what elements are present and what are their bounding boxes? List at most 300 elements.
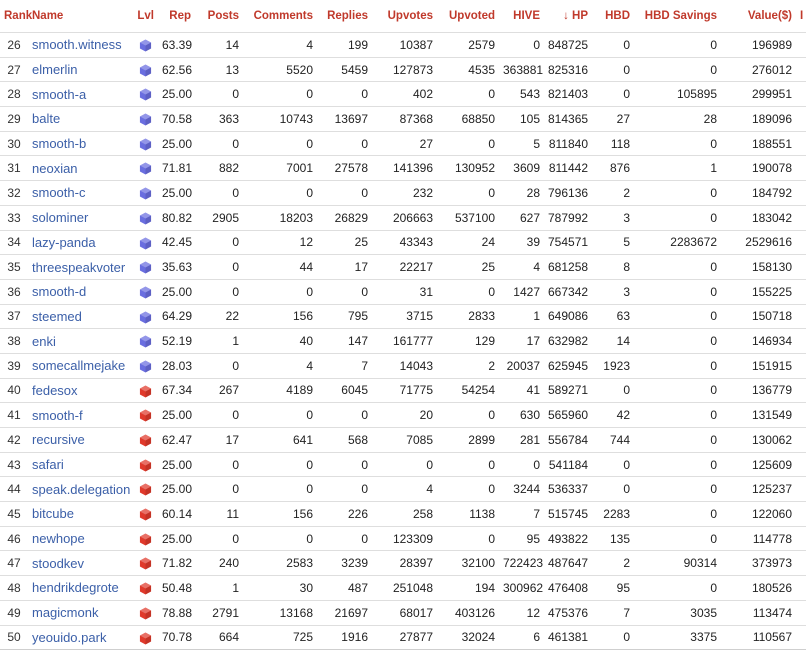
header-hive[interactable]: HIVE <box>513 10 540 22</box>
cell-truncated <box>796 329 806 354</box>
cell-comments: 30 <box>243 576 317 601</box>
cell-rank: 28 <box>0 82 28 107</box>
cell-hbd-savings: 0 <box>634 304 721 329</box>
cell-upvoted: 32100 <box>437 551 499 576</box>
cell-value: 151915 <box>721 353 796 378</box>
level-cell <box>132 353 158 378</box>
level-cell <box>132 255 158 280</box>
cell-hp: 632982 <box>544 329 592 354</box>
account-name-link[interactable]: smooth-b <box>28 131 132 156</box>
cell-rep: 62.47 <box>158 428 195 453</box>
cell-replies: 27578 <box>317 156 372 181</box>
table-row <box>0 428 806 453</box>
cell-hp: 589271 <box>544 378 592 403</box>
cell-hp: 515745 <box>544 502 592 527</box>
red-level-badge-icon <box>139 385 152 398</box>
cell-upvoted: 68850 <box>437 107 499 132</box>
cell-hbd-savings: 3035 <box>634 600 721 625</box>
cell-upvoted: 2579 <box>437 33 499 58</box>
cell-comments: 0 <box>243 131 317 156</box>
cell-upvotes: 68017 <box>372 600 437 625</box>
cell-comments: 44 <box>243 255 317 280</box>
cell-replies: 0 <box>317 181 372 206</box>
red-level-badge-icon <box>139 459 152 472</box>
red-level-badge-icon <box>139 409 152 422</box>
cell-upvoted: 1138 <box>437 502 499 527</box>
header-posts[interactable]: Posts <box>207 10 239 22</box>
table-row <box>0 304 806 329</box>
blue-level-badge-icon <box>139 261 152 274</box>
level-cell <box>132 181 158 206</box>
cell-hive: 1427 <box>499 279 544 304</box>
cell-hbd-savings: 0 <box>634 576 721 601</box>
table-row <box>0 378 806 403</box>
table-row <box>0 279 806 304</box>
cell-value: 114778 <box>721 526 796 551</box>
cell-value: 190078 <box>721 156 796 181</box>
cell-hp: 541184 <box>544 452 592 477</box>
cell-rep: 62.56 <box>158 57 195 82</box>
cell-hive: 630 <box>499 403 544 428</box>
cell-value: 130062 <box>721 428 796 453</box>
cell-hbd-savings: 0 <box>634 33 721 58</box>
cell-hp: 536337 <box>544 477 592 502</box>
cell-upvoted: 0 <box>437 403 499 428</box>
cell-posts: 0 <box>195 477 243 502</box>
cell-replies: 0 <box>317 279 372 304</box>
cell-upvotes: 402 <box>372 82 437 107</box>
cell-rep: 25.00 <box>158 82 195 107</box>
cell-rep: 25.00 <box>158 279 195 304</box>
account-name-link[interactable]: smooth.witness <box>28 33 132 58</box>
account-name-link[interactable]: bitcube <box>28 502 132 527</box>
cell-replies: 147 <box>317 329 372 354</box>
account-name-link[interactable]: stoodkev <box>28 551 132 576</box>
cell-value: 136779 <box>721 378 796 403</box>
account-name-link[interactable]: smooth-c <box>28 181 132 206</box>
cell-rep: 25.00 <box>158 181 195 206</box>
account-name-link[interactable]: smooth-d <box>28 279 132 304</box>
table-row <box>0 403 806 428</box>
cell-rep: 60.14 <box>158 502 195 527</box>
table-row <box>0 502 806 527</box>
cell-truncated <box>796 205 806 230</box>
table-row <box>0 329 806 354</box>
account-name-link[interactable]: solominer <box>28 205 132 230</box>
account-name-link[interactable]: lazy-panda <box>28 230 132 255</box>
level-cell <box>132 329 158 354</box>
header-value[interactable]: Value($) <box>747 10 792 22</box>
cell-posts: 0 <box>195 230 243 255</box>
cell-posts: 0 <box>195 279 243 304</box>
cell-rank: 47 <box>0 551 28 576</box>
cell-value: 131549 <box>721 403 796 428</box>
cell-rep: 70.58 <box>158 107 195 132</box>
table-row <box>0 230 806 255</box>
cell-truncated <box>796 156 806 181</box>
cell-truncated <box>796 502 806 527</box>
cell-upvoted: 0 <box>437 279 499 304</box>
cell-upvoted: 537100 <box>437 205 499 230</box>
account-name-link[interactable]: speak.delegation <box>28 477 132 502</box>
cell-hp: 565960 <box>544 403 592 428</box>
cell-comments: 12 <box>243 230 317 255</box>
cell-hbd: 27 <box>592 107 634 132</box>
cell-hbd: 3 <box>592 279 634 304</box>
cell-comments: 156 <box>243 304 317 329</box>
cell-upvotes: 141396 <box>372 156 437 181</box>
cell-upvotes: 232 <box>372 181 437 206</box>
cell-hbd-savings: 0 <box>634 57 721 82</box>
cell-hive: 39 <box>499 230 544 255</box>
blue-level-badge-icon <box>139 286 152 299</box>
cell-posts: 664 <box>195 625 243 650</box>
cell-upvoted: 403126 <box>437 600 499 625</box>
account-name-link[interactable]: enki <box>28 329 132 354</box>
cell-posts: 1 <box>195 576 243 601</box>
cell-rank: 49 <box>0 600 28 625</box>
table-row <box>0 82 806 107</box>
account-name-link[interactable]: recursive <box>28 428 132 453</box>
table-row <box>0 477 806 502</box>
blue-level-badge-icon <box>139 162 152 175</box>
cell-upvotes: 27877 <box>372 625 437 650</box>
table-row <box>0 131 806 156</box>
cell-truncated <box>796 428 806 453</box>
cell-posts: 0 <box>195 526 243 551</box>
cell-rep: 71.82 <box>158 551 195 576</box>
cell-upvoted: 2899 <box>437 428 499 453</box>
level-cell <box>132 156 158 181</box>
cell-rank: 30 <box>0 131 28 156</box>
cell-rank: 42 <box>0 428 28 453</box>
cell-truncated <box>796 477 806 502</box>
cell-rank: 46 <box>0 526 28 551</box>
cell-hive: 300962 <box>499 576 544 601</box>
cell-rep: 28.03 <box>158 353 195 378</box>
cell-upvotes: 251048 <box>372 576 437 601</box>
cell-rank: 40 <box>0 378 28 403</box>
cell-truncated <box>796 255 806 280</box>
level-cell <box>132 502 158 527</box>
cell-value: 122060 <box>721 502 796 527</box>
account-name-link[interactable]: magicmonk <box>28 600 132 625</box>
cell-hp: 493822 <box>544 526 592 551</box>
cell-upvoted: 2 <box>437 353 499 378</box>
cell-value: 158130 <box>721 255 796 280</box>
cell-posts: 22 <box>195 304 243 329</box>
header-rank[interactable]: Rank <box>4 10 33 22</box>
cell-value: 150718 <box>721 304 796 329</box>
cell-rep: 52.19 <box>158 329 195 354</box>
cell-posts: 363 <box>195 107 243 132</box>
cell-upvotes: 87368 <box>372 107 437 132</box>
cell-rank: 50 <box>0 625 28 650</box>
level-cell <box>132 304 158 329</box>
cell-hive: 6 <box>499 625 544 650</box>
cell-hbd-savings: 0 <box>634 181 721 206</box>
cell-rank: 38 <box>0 329 28 354</box>
account-name-link[interactable]: threespeakvoter <box>28 255 132 280</box>
cell-hbd: 0 <box>592 378 634 403</box>
cell-hive: 1 <box>499 304 544 329</box>
cell-comments: 641 <box>243 428 317 453</box>
header-name[interactable]: Name <box>32 10 64 22</box>
cell-hbd-savings: 0 <box>634 378 721 403</box>
red-level-badge-icon <box>139 483 152 496</box>
red-level-badge-icon <box>139 508 152 521</box>
cell-hbd: 0 <box>592 82 634 107</box>
account-name-link[interactable]: safari <box>28 452 132 477</box>
cell-hbd-savings: 0 <box>634 526 721 551</box>
cell-rank: 34 <box>0 230 28 255</box>
cell-hp: 754571 <box>544 230 592 255</box>
cell-truncated <box>796 551 806 576</box>
cell-comments: 0 <box>243 452 317 477</box>
cell-hp: 461381 <box>544 625 592 650</box>
account-name-link[interactable]: somecallmejake <box>28 353 132 378</box>
blue-level-badge-icon <box>139 88 152 101</box>
cell-hbd-savings: 3375 <box>634 625 721 650</box>
cell-truncated <box>796 57 806 82</box>
cell-comments: 0 <box>243 477 317 502</box>
cell-hbd: 42 <box>592 403 634 428</box>
level-cell <box>132 57 158 82</box>
cell-hbd: 118 <box>592 131 634 156</box>
cell-value: 183042 <box>721 205 796 230</box>
cell-value: 196989 <box>721 33 796 58</box>
header-hbd-savings[interactable]: HBD Savings <box>644 10 717 22</box>
cell-hp: 476408 <box>544 576 592 601</box>
level-cell <box>132 378 158 403</box>
cell-rep: 64.29 <box>158 304 195 329</box>
cell-hive: 5 <box>499 131 544 156</box>
account-name-link[interactable]: smooth-f <box>28 403 132 428</box>
cell-upvoted: 54254 <box>437 378 499 403</box>
table-row <box>0 600 806 625</box>
cell-upvoted: 4535 <box>437 57 499 82</box>
header-replies[interactable]: Replies <box>327 10 368 22</box>
cell-upvoted: 0 <box>437 181 499 206</box>
blue-level-badge-icon <box>139 335 152 348</box>
cell-posts: 0 <box>195 353 243 378</box>
header-rep[interactable]: Rep <box>169 10 191 22</box>
account-name-link[interactable]: smooth-a <box>28 82 132 107</box>
cell-comments: 0 <box>243 82 317 107</box>
cell-upvoted: 0 <box>437 82 499 107</box>
cell-rank: 32 <box>0 181 28 206</box>
cell-upvotes: 258 <box>372 502 437 527</box>
cell-rank: 48 <box>0 576 28 601</box>
cell-replies: 13697 <box>317 107 372 132</box>
cell-rank: 39 <box>0 353 28 378</box>
blue-level-badge-icon <box>139 113 152 126</box>
table-row <box>0 57 806 82</box>
cell-comments: 0 <box>243 403 317 428</box>
cell-hive: 17 <box>499 329 544 354</box>
cell-posts: 0 <box>195 181 243 206</box>
header-truncated[interactable]: I <box>800 10 804 22</box>
cell-truncated <box>796 33 806 58</box>
cell-hp: 796136 <box>544 181 592 206</box>
cell-hp: 556784 <box>544 428 592 453</box>
blue-level-badge-icon <box>139 64 152 77</box>
cell-replies: 0 <box>317 403 372 428</box>
level-cell <box>132 452 158 477</box>
cell-value: 125609 <box>721 452 796 477</box>
cell-posts: 0 <box>195 255 243 280</box>
cell-rep: 42.45 <box>158 230 195 255</box>
table-row <box>0 181 806 206</box>
cell-hp: 811840 <box>544 131 592 156</box>
cell-posts: 11 <box>195 502 243 527</box>
cell-hbd-savings: 105895 <box>634 82 721 107</box>
cell-hive: 0 <box>499 452 544 477</box>
cell-hive: 105 <box>499 107 544 132</box>
account-name-link[interactable]: neoxian <box>28 156 132 181</box>
cell-hive: 41 <box>499 378 544 403</box>
cell-comments: 13168 <box>243 600 317 625</box>
cell-hive: 12 <box>499 600 544 625</box>
account-name-link[interactable]: steemed <box>28 304 132 329</box>
cell-upvoted: 24 <box>437 230 499 255</box>
cell-posts: 882 <box>195 156 243 181</box>
cell-hbd-savings: 90314 <box>634 551 721 576</box>
cell-posts: 17 <box>195 428 243 453</box>
cell-posts: 0 <box>195 131 243 156</box>
red-level-badge-icon <box>139 557 152 570</box>
cell-rep: 35.63 <box>158 255 195 280</box>
cell-rank: 45 <box>0 502 28 527</box>
account-name-link[interactable]: yeouido.park <box>28 625 132 650</box>
header-hbd[interactable]: HBD <box>605 10 630 22</box>
cell-comments: 0 <box>243 279 317 304</box>
cell-truncated <box>796 378 806 403</box>
cell-truncated <box>796 82 806 107</box>
account-name-link[interactable]: elmerlin <box>28 57 132 82</box>
cell-hive: 28 <box>499 181 544 206</box>
cell-hp: 487647 <box>544 551 592 576</box>
cell-rank: 33 <box>0 205 28 230</box>
account-name-link[interactable]: fedesox <box>28 378 132 403</box>
cell-value: 180526 <box>721 576 796 601</box>
cell-upvoted: 129 <box>437 329 499 354</box>
cell-truncated <box>796 230 806 255</box>
cell-replies: 21697 <box>317 600 372 625</box>
header-level[interactable]: Lvl <box>137 10 154 22</box>
account-name-link[interactable]: hendrikdegrote <box>28 576 132 601</box>
cell-hbd-savings: 0 <box>634 255 721 280</box>
cell-replies: 0 <box>317 477 372 502</box>
header-upvotes[interactable]: Upvotes <box>387 10 433 22</box>
cell-hive: 95 <box>499 526 544 551</box>
header-comments[interactable]: Comments <box>253 10 313 22</box>
cell-hive: 0 <box>499 33 544 58</box>
cell-upvotes: 161777 <box>372 329 437 354</box>
cell-rank: 27 <box>0 57 28 82</box>
cell-comments: 156 <box>243 502 317 527</box>
cell-hive: 3244 <box>499 477 544 502</box>
account-name-link[interactable]: balte <box>28 107 132 132</box>
account-name-link[interactable]: newhope <box>28 526 132 551</box>
cell-upvotes: 71775 <box>372 378 437 403</box>
cell-hive: 722423 <box>499 551 544 576</box>
red-level-badge-icon <box>139 607 152 620</box>
cell-replies: 487 <box>317 576 372 601</box>
level-cell <box>132 625 158 650</box>
cell-replies: 0 <box>317 526 372 551</box>
cell-truncated <box>796 403 806 428</box>
cell-upvotes: 28397 <box>372 551 437 576</box>
cell-upvoted: 2833 <box>437 304 499 329</box>
cell-rep: 67.34 <box>158 378 195 403</box>
cell-truncated <box>796 304 806 329</box>
cell-upvoted: 32024 <box>437 625 499 650</box>
level-cell <box>132 33 158 58</box>
level-cell <box>132 600 158 625</box>
blue-level-badge-icon <box>139 237 152 250</box>
cell-replies: 226 <box>317 502 372 527</box>
cell-hive: 543 <box>499 82 544 107</box>
cell-hbd-savings: 2283672 <box>634 230 721 255</box>
cell-hbd: 14 <box>592 329 634 354</box>
cell-hbd: 95 <box>592 576 634 601</box>
cell-posts: 2791 <box>195 600 243 625</box>
blue-level-badge-icon <box>139 187 152 200</box>
cell-value: 189096 <box>721 107 796 132</box>
table-row <box>0 452 806 477</box>
cell-comments: 18203 <box>243 205 317 230</box>
cell-rank: 37 <box>0 304 28 329</box>
header-hp-sorted[interactable]: ↓ HP <box>563 10 588 22</box>
cell-hbd: 0 <box>592 477 634 502</box>
cell-truncated <box>796 625 806 650</box>
cell-value: 113474 <box>721 600 796 625</box>
table-row <box>0 353 806 378</box>
table-row <box>0 625 806 650</box>
cell-hbd-savings: 1 <box>634 156 721 181</box>
header-upvoted[interactable]: Upvoted <box>449 10 495 22</box>
cell-hp: 475376 <box>544 600 592 625</box>
cell-hp: 825316 <box>544 57 592 82</box>
table-row <box>0 107 806 132</box>
level-cell <box>132 526 158 551</box>
cell-upvotes: 43343 <box>372 230 437 255</box>
cell-hbd-savings: 0 <box>634 477 721 502</box>
table-row <box>0 205 806 230</box>
cell-truncated <box>796 131 806 156</box>
cell-replies: 0 <box>317 131 372 156</box>
cell-rank: 41 <box>0 403 28 428</box>
cell-replies: 17 <box>317 255 372 280</box>
cell-comments: 725 <box>243 625 317 650</box>
level-cell <box>132 551 158 576</box>
cell-upvotes: 7085 <box>372 428 437 453</box>
cell-hive: 281 <box>499 428 544 453</box>
cell-hbd: 1923 <box>592 353 634 378</box>
cell-replies: 26829 <box>317 205 372 230</box>
cell-replies: 5459 <box>317 57 372 82</box>
cell-hive: 7 <box>499 502 544 527</box>
cell-upvotes: 3715 <box>372 304 437 329</box>
table-row <box>0 33 806 58</box>
cell-upvoted: 25 <box>437 255 499 280</box>
cell-hp: 814365 <box>544 107 592 132</box>
cell-hp: 625945 <box>544 353 592 378</box>
cell-hbd: 0 <box>592 625 634 650</box>
cell-hbd: 5 <box>592 230 634 255</box>
cell-upvotes: 31 <box>372 279 437 304</box>
